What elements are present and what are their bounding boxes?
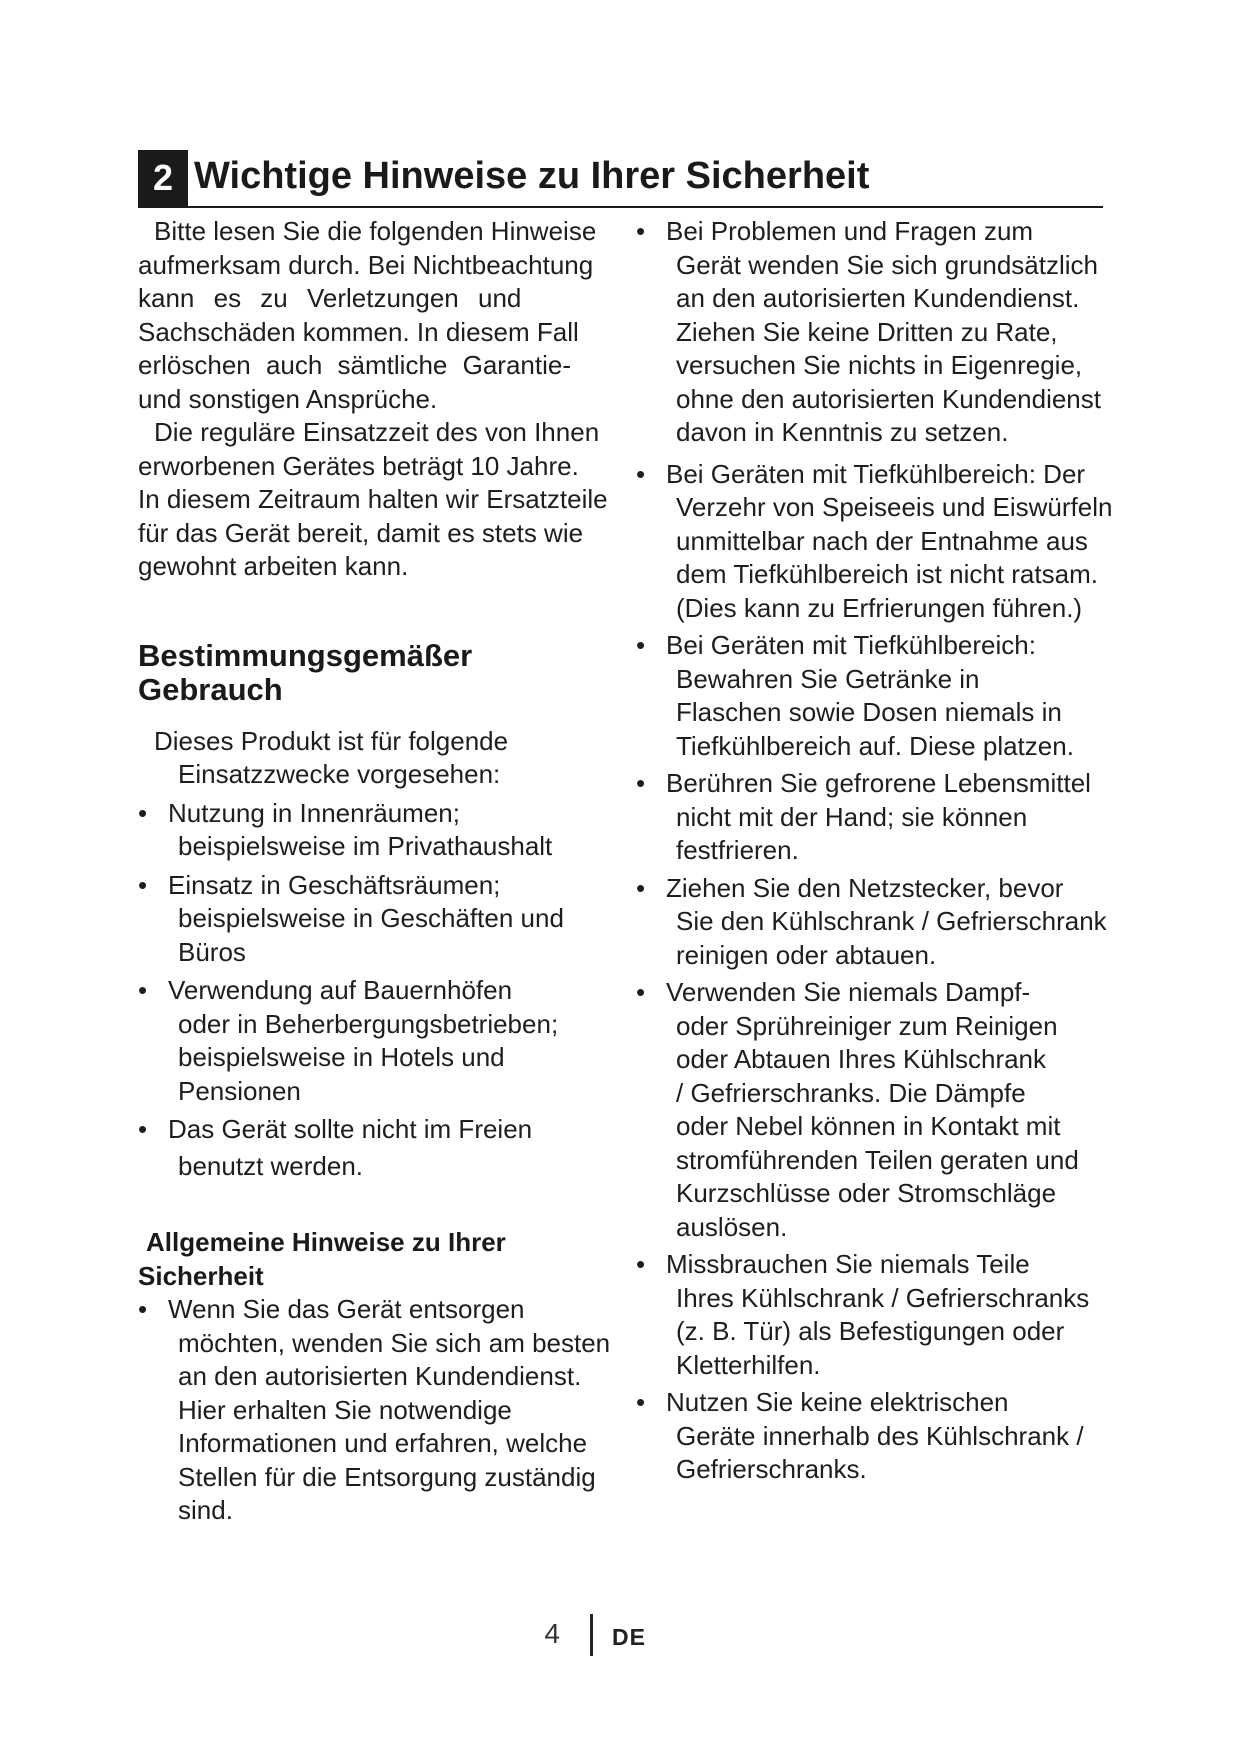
list-item-line: dem Tiefkühlbereich ist nicht ratsam.: [676, 559, 1098, 589]
bullet-icon: •: [138, 869, 148, 900]
section-title-intended-use: [138, 639, 628, 707]
bullet-icon: •: [636, 1387, 646, 1417]
list-item-line: beispielsweise in Geschäften und: [178, 903, 564, 933]
list-item-line: oder Nebel können in Kontakt mit: [676, 1111, 1061, 1141]
footer-divider: [590, 1614, 593, 1656]
list-item-line: Stellen für die Entsorgung zuständig: [178, 1461, 596, 1492]
list-item-line: Wenn Sie das Gerät entsorgen: [168, 1294, 525, 1324]
list-item-line: Verwenden Sie niemals Dampf-: [666, 977, 1031, 1007]
list-item-line: oder Abtauen Ihres Kühlschrank: [676, 1044, 1047, 1074]
bullet-icon: •: [636, 458, 646, 489]
list-item-line: festfrieren.: [676, 835, 799, 865]
list-item: [636, 215, 1130, 450]
list-item-line: Kletterhilfen.: [676, 1349, 821, 1380]
list-item: [636, 1386, 1130, 1487]
right-column: [636, 215, 1130, 1487]
intro-line: Bitte lesen Sie die folgenden Hinweise: [154, 216, 597, 246]
intro-line: erlöschen auch sämtliche Garantie-: [138, 350, 571, 380]
list-item-line: auslösen.: [676, 1211, 788, 1242]
list-item-line: oder Sprühreiniger zum Reinigen: [676, 1010, 1058, 1041]
chapter-header: [138, 150, 1103, 208]
bullet-icon: •: [636, 630, 646, 660]
list-item-line: Nutzen Sie keine elektrischen: [666, 1387, 1009, 1417]
chapter-title: Wichtige Hinweise zu Ihrer Sicherheit: [194, 155, 870, 197]
list-item-line: an den autorisierten Kundendienst.: [178, 1361, 582, 1391]
bullet-icon: •: [636, 872, 646, 903]
section-title-general-safety: [138, 1225, 628, 1293]
intended-use-intro-line: Einsatzzwecke vorgesehen:: [178, 759, 501, 789]
intro-line: Sachschäden kommen. In diesem Fall: [138, 316, 579, 347]
bullet-icon: •: [138, 975, 148, 1005]
list-item-line: oder in Beherbergungsbetrieben;: [178, 1008, 559, 1039]
lifetime-line: für das Gerät bereit, damit es stets wie: [138, 517, 584, 548]
list-item-line: reinigen oder abtauen.: [676, 939, 937, 970]
intended-use-intro-line: Dieses Produkt ist für folgende: [154, 725, 509, 756]
list-item-line: Informationen und erfahren, welche: [178, 1428, 588, 1458]
list-item-line: benutzt werden.: [178, 1150, 364, 1181]
section-title-line: Sicherheit: [138, 1261, 264, 1291]
list-item-line: / Gefrierschranks. Die Dämpfe: [676, 1077, 1026, 1108]
list-item-line: Verwendung auf Bauernhöfen: [168, 975, 513, 1005]
lifetime-paragraph: [138, 416, 628, 584]
lifetime-line: gewohnt arbeiten kann.: [138, 551, 409, 581]
intro-line: und sonstigen Ansprüche.: [138, 383, 438, 414]
list-item: [636, 767, 1130, 868]
lifetime-line: In diesem Zeitraum halten wir Ersatzteile: [138, 484, 608, 514]
list-item-line: davon in Kenntnis zu setzen.: [676, 417, 1009, 447]
list-item-line: Hier erhalten Sie notwendige: [178, 1394, 512, 1425]
list-item-line: an den autorisierten Kundendienst.: [676, 283, 1080, 313]
list-item-line: Missbrauchen Sie niemals Teile: [666, 1249, 1030, 1279]
list-item: [138, 1293, 628, 1528]
safety-list-right: [636, 215, 1130, 1487]
bullet-icon: •: [636, 1249, 646, 1279]
list-item-line: (Dies kann zu Erfrierungen führen.): [676, 592, 1083, 623]
list-item-line: Das Gerät sollte nicht im Freien: [168, 1114, 533, 1144]
list-item-line: Nutzung in Innenräumen;: [168, 797, 460, 828]
left-column: [138, 215, 628, 1528]
bullet-icon: •: [636, 216, 646, 246]
intro-paragraph: [138, 215, 628, 416]
list-item-line: Gerät wenden Sie sich grundsätzlich: [676, 249, 1099, 280]
language-code: DE: [612, 1624, 646, 1650]
list-item: [636, 458, 1130, 626]
list-item: [636, 872, 1130, 973]
bullet-icon: •: [138, 1114, 148, 1144]
list-item-line: beispielsweise in Hotels und: [178, 1042, 505, 1072]
list-item-line: Büros: [178, 936, 246, 967]
intended-use-intro: [138, 725, 628, 792]
list-item-line: sind.: [178, 1495, 233, 1525]
list-item: [636, 629, 1130, 763]
list-item-line: möchten, wenden Sie sich am besten: [178, 1327, 611, 1358]
list-item-line: nicht mit der Hand; sie können: [676, 801, 1028, 832]
section-title-line: Bestimmungsgemäßer: [138, 637, 473, 673]
list-item: [138, 974, 628, 1108]
list-item-line: Kurzschlüsse oder Stromschläge: [676, 1178, 1057, 1208]
list-item-line: Pensionen: [178, 1075, 301, 1106]
list-item: [138, 797, 628, 864]
intro-line: kann es zu Verletzungen und: [138, 283, 522, 313]
list-item-line: versuchen Sie nichts in Eigenregie,: [676, 350, 1083, 380]
list-item-line: Ihres Kühlschrank / Gefrierschranks: [676, 1282, 1090, 1313]
list-item-line: Gefrierschranks.: [676, 1454, 867, 1484]
page-number: 4: [544, 1618, 560, 1649]
list-item-line: stromführenden Teilen geraten und: [676, 1144, 1079, 1175]
list-item-line: ohne den autorisierten Kundendienst: [676, 383, 1101, 414]
list-item-line: Flaschen sowie Dosen niemals in: [676, 697, 1062, 727]
list-item-line: beispielsweise im Privathaushalt: [178, 831, 553, 861]
list-item-line: unmittelbar nach der Entnahme aus: [676, 525, 1088, 556]
list-item-line: Ziehen Sie den Netzstecker, bevor: [666, 872, 1064, 903]
list-item-line: Berühren Sie gefrorene Lebensmittel: [666, 768, 1091, 798]
list-item-line: (z. B. Tür) als Befestigungen oder: [676, 1316, 1065, 1346]
list-item-line: Tiefkühlbereich auf. Diese platzen.: [676, 730, 1074, 761]
list-item: [138, 869, 628, 970]
list-item-line: Verzehr von Speiseeis und Eiswürfeln: [676, 492, 1113, 522]
bullet-icon: •: [636, 768, 646, 798]
list-item-line: Bei Geräten mit Tiefkühlbereich: Der: [666, 458, 1086, 489]
list-item: [636, 976, 1130, 1244]
section-title-line: Allgemeine Hinweise zu Ihrer: [146, 1227, 506, 1257]
list-item-line: Einsatz in Geschäftsräumen;: [168, 869, 501, 900]
list-item: [636, 1248, 1130, 1382]
lifetime-line: erworbenen Gerätes beträgt 10 Jahre.: [138, 450, 579, 481]
lifetime-line: Die reguläre Einsatzzeit des von Ihnen: [154, 417, 600, 447]
intro-line: aufmerksam durch. Bei Nichtbeachtung: [138, 249, 594, 280]
intended-use-list: [138, 797, 628, 1184]
bullet-icon: •: [636, 977, 646, 1007]
general-safety-list: [138, 1293, 628, 1528]
list-item-line: Geräte innerhalb des Kühlschrank /: [676, 1420, 1084, 1451]
list-item-line: Sie den Kühlschrank / Gefrierschrank: [676, 906, 1107, 936]
list-item-line: Bewahren Sie Getränke in: [676, 663, 980, 694]
bullet-icon: •: [138, 797, 148, 828]
bullet-icon: •: [138, 1294, 148, 1324]
chapter-number: 2: [138, 150, 188, 206]
list-item-line: Ziehen Sie keine Dritten zu Rate,: [676, 316, 1058, 347]
list-item-line: Bei Problemen und Fragen zum: [666, 216, 1034, 246]
list-item-line: Bei Geräten mit Tiefkühlbereich:: [666, 630, 1036, 660]
section-title-line: Gebrauch: [138, 671, 283, 707]
list-item: [138, 1113, 628, 1183]
